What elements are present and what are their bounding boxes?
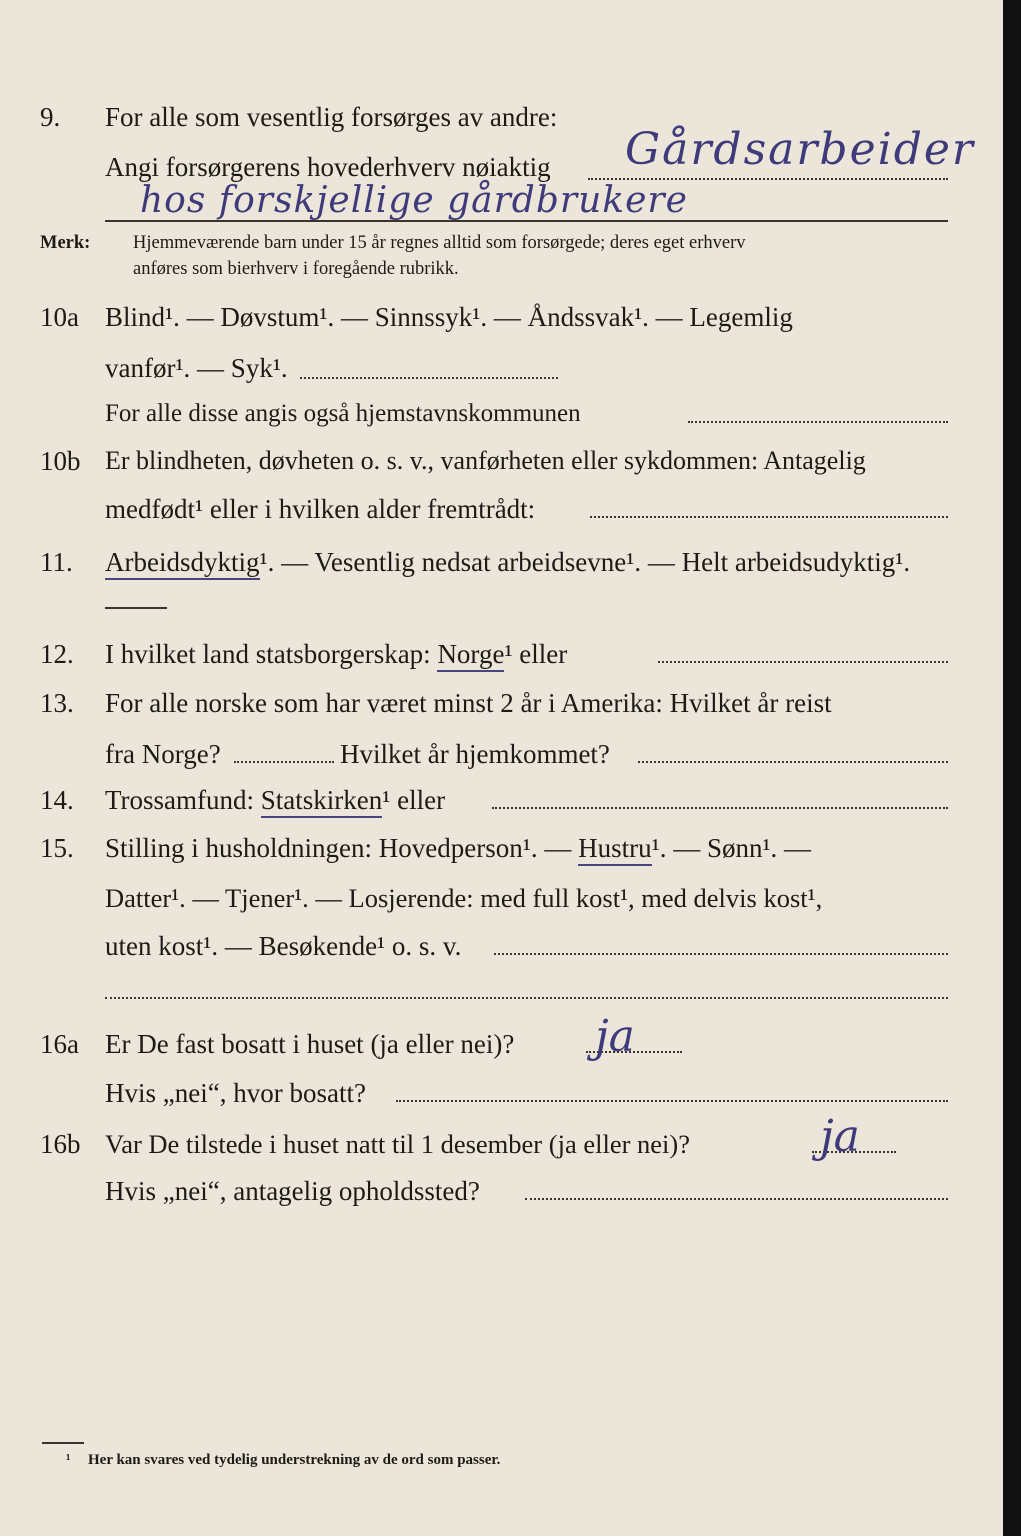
q13-return-line bbox=[638, 761, 948, 763]
q14-answer-line bbox=[492, 807, 948, 809]
merk-label: Merk: bbox=[40, 233, 91, 253]
q9-handwritten-detail: hos forskjellige gårdbrukere bbox=[140, 180, 688, 221]
q15-line2: Datter¹. — Tjener¹. — Losjerende: med full kost¹, med delvis kost¹, bbox=[105, 883, 823, 913]
q11-rest: ¹. — Vesentlig nedsat arbeidsevne¹. — Helt arbeidsudyktig¹. bbox=[259, 547, 911, 577]
q10a-line2: vanfør¹. — Syk¹. bbox=[105, 353, 288, 383]
q9-handwritten-occupation: Gårdsarbeider bbox=[625, 124, 975, 175]
q15-option-hustru[interactable]: Hustru bbox=[578, 833, 652, 866]
q15-answer-line bbox=[494, 953, 948, 955]
q16b-number: 16b bbox=[40, 1129, 81, 1159]
q10a-sick-line bbox=[300, 377, 558, 379]
footnote-mark: ¹ bbox=[66, 1452, 71, 1468]
q10b-line1: Er blindheten, døvheten o. s. v., vanførheten eller sykdommen: Antagelig bbox=[105, 446, 866, 475]
q15-line1 bbox=[105, 835, 811, 862]
scan-border bbox=[1003, 0, 1021, 1536]
q10b-line2: medfødt¹ eller i hvilken alder fremtrådt: bbox=[105, 494, 536, 524]
q10b-answer-line bbox=[590, 516, 948, 518]
q16a-line1: Er De fast bosatt i huset (ja eller nei)? bbox=[105, 1029, 515, 1059]
q10a-line3: For alle disse angis også hjemstavnskommunen bbox=[105, 400, 581, 427]
q15-question: Stilling i husholdningen: Hovedperson¹. — bbox=[105, 833, 572, 863]
q16a-residence-line bbox=[396, 1100, 948, 1102]
q9-line2: Angi forsørgerens hovederhverv nøiaktig bbox=[105, 152, 551, 182]
q11-line bbox=[105, 549, 910, 576]
q16b-handwritten-answer: ja bbox=[820, 1111, 860, 1162]
merk-line1: Hjemmeværende barn under 15 år regnes alltid som forsørgede; deres eget erhverv bbox=[133, 233, 746, 253]
q10a-line1: Blind¹. — Døvstum¹. — Sinnssyk¹. — Åndssvak¹. — Legemlig bbox=[105, 302, 793, 332]
q16b-location-line bbox=[525, 1198, 948, 1200]
q12-option-norge[interactable]: Norge bbox=[437, 639, 504, 672]
footnote-text: Her kan svares ved tydelig understrekning av de ord som passer. bbox=[88, 1452, 501, 1468]
q16a-number: 16a bbox=[40, 1029, 79, 1059]
q15-line3: uten kost¹. — Besøkende¹ o. s. v. bbox=[105, 931, 462, 961]
q11-answer-line bbox=[105, 607, 167, 609]
q11-option-arbeidsdyktig[interactable]: Arbeidsdyktig bbox=[105, 547, 260, 580]
q13-line2a: fra Norge? bbox=[105, 739, 221, 769]
q9-number: 9. bbox=[40, 102, 61, 132]
q14-post: ¹ eller bbox=[382, 785, 446, 815]
q13-line1: For alle norske som har været minst 2 år i Amerika: Hvilket år reist bbox=[105, 688, 832, 718]
q14-option-statskirken[interactable]: Statskirken bbox=[261, 785, 383, 818]
q16a-line2: Hvis „nei“, hvor bosatt? bbox=[105, 1078, 366, 1108]
q9-line1: For alle som vesentlig forsørges av andre: bbox=[105, 102, 558, 132]
q14-number: 14. bbox=[40, 785, 74, 815]
q11-number: 11. bbox=[40, 547, 73, 577]
q10a-hometown-line bbox=[688, 421, 948, 423]
q12-number: 12. bbox=[40, 639, 74, 669]
q15-extra-line bbox=[105, 997, 948, 999]
q12-line bbox=[105, 641, 567, 668]
q12-question: I hvilket land statsborgerskap: bbox=[105, 639, 431, 669]
q16a-handwritten-answer: ja bbox=[595, 1011, 635, 1062]
q10b-number: 10b bbox=[40, 446, 81, 476]
q16b-line2: Hvis „nei“, antagelig opholdssted? bbox=[105, 1176, 480, 1206]
q12-answer-line bbox=[658, 661, 948, 663]
q13-number: 13. bbox=[40, 688, 74, 718]
q13-line2b: Hvilket år hjemkommet? bbox=[340, 739, 610, 769]
q15-number: 15. bbox=[40, 833, 74, 863]
q12-post: ¹ eller bbox=[504, 639, 568, 669]
q13-departure-line bbox=[234, 761, 334, 763]
q14-line bbox=[105, 787, 445, 814]
q14-question: Trossamfund: bbox=[105, 785, 255, 815]
merk-line2: anføres som bierhverv i foregående rubrikk. bbox=[133, 259, 459, 279]
q10a-number: 10a bbox=[40, 302, 79, 332]
q16b-line1: Var De tilstede i huset natt til 1 desember (ja eller nei)? bbox=[105, 1129, 690, 1159]
q15-post: ¹. — Sønn¹. — bbox=[651, 833, 812, 863]
footnote-rule bbox=[42, 1442, 84, 1444]
